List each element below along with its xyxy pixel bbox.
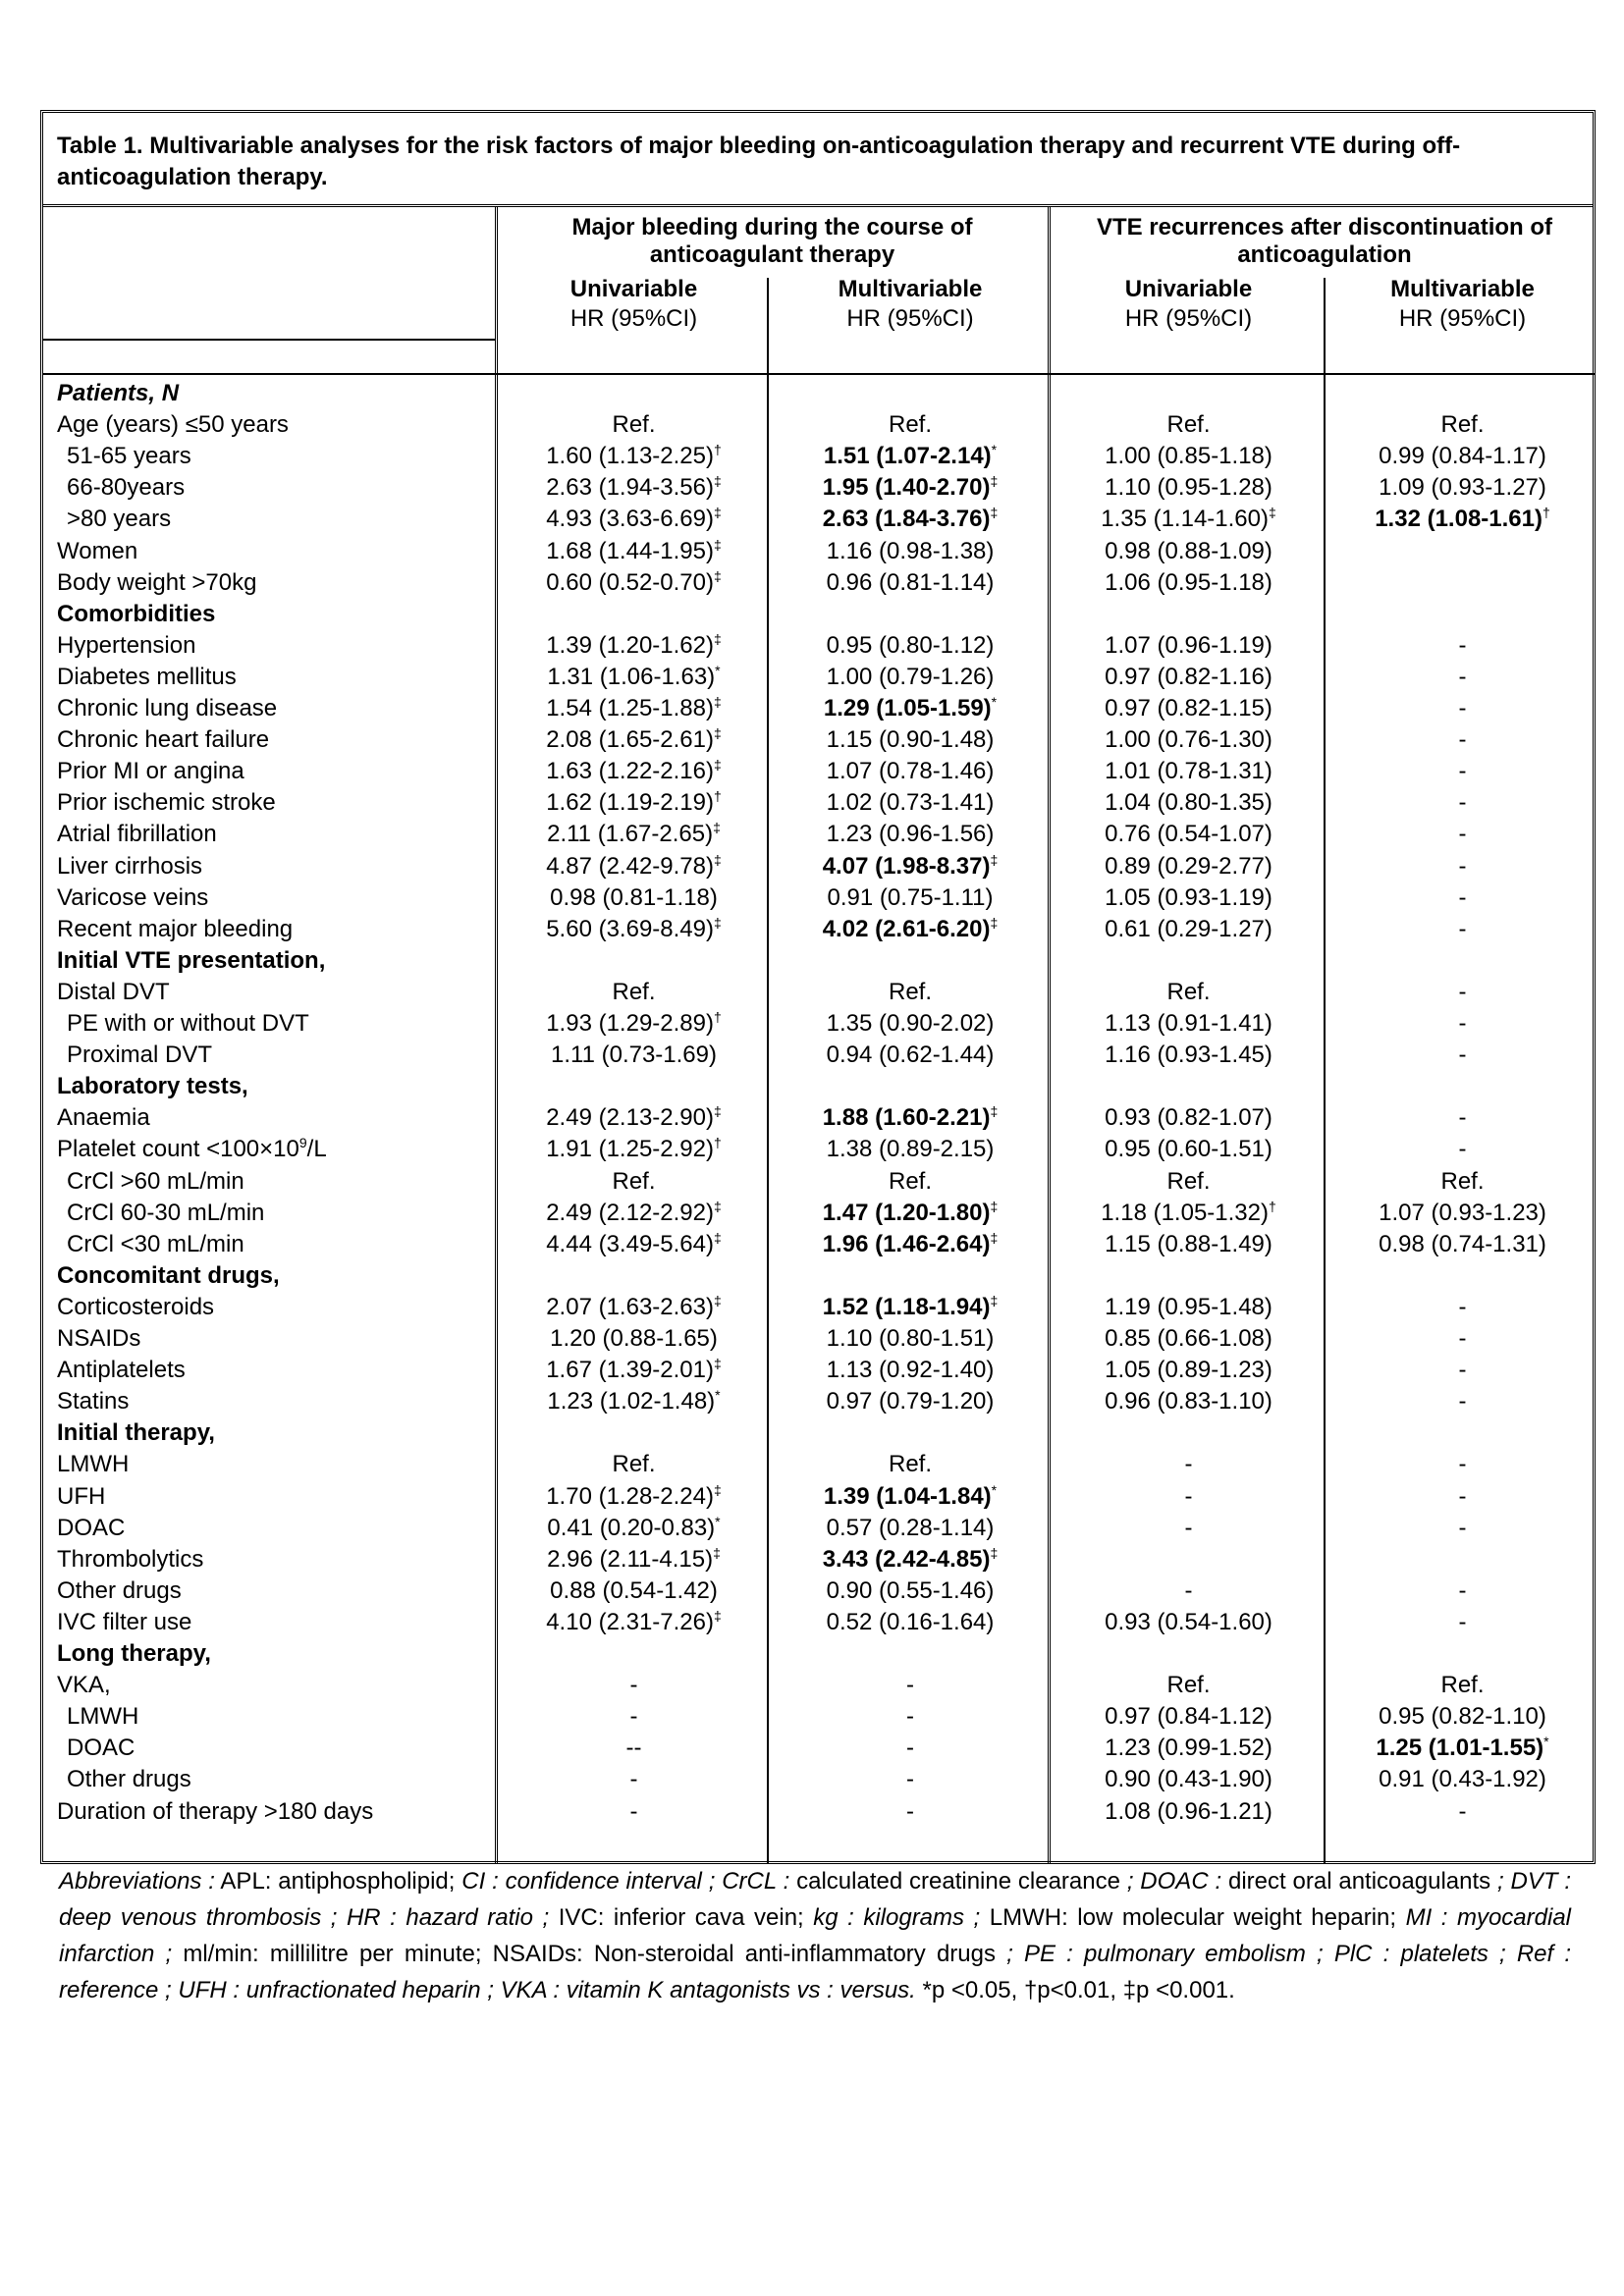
table-cell: - [1458,1451,1467,1478]
table-cell: - [1184,1482,1193,1510]
table-cell: 1.23 (1.02-1.48)* [547,1387,721,1415]
row-label: Concomitant drugs, [57,1261,280,1289]
table-cell: 1.52 (1.18-1.94)‡ [822,1292,999,1320]
table-cell: - [1184,1514,1193,1541]
table-cell: 1.68 (1.44-1.95)‡ [546,536,722,564]
table-cell: - [1458,663,1467,690]
row-label: Chronic heart failure [57,726,270,754]
table-cell: 1.23 (0.99-1.52) [1105,1735,1272,1762]
table-cell: 1.25 (1.01-1.55)* [1376,1734,1549,1762]
table-cell: 0.91 (0.43-1.92) [1379,1766,1546,1793]
table-cell: - [906,1797,914,1825]
table-cell: 0.95 (0.60-1.51) [1105,1136,1272,1163]
table-cell: 1.07 (0.96-1.19) [1105,631,1272,659]
results-table [40,110,1596,1864]
table-cell: 0.93 (0.82-1.07) [1105,1104,1272,1132]
table-cell: 0.98 (0.74-1.31) [1379,1230,1546,1257]
table-cell: 1.19 (0.95-1.48) [1105,1293,1272,1320]
table-cell: 1.10 (0.95-1.28) [1105,474,1272,502]
table-cell: - [1458,631,1467,659]
table-cell: 1.05 (0.89-1.23) [1105,1357,1272,1384]
group-header-vte-recurrence: VTE recurrences after discontinuation of anticoagulation [1096,214,1553,268]
table-cell: 1.01 (0.78-1.31) [1105,758,1272,785]
table-cell: 1.15 (0.90-1.48) [826,726,995,754]
header-rule [43,339,495,341]
row-label: Antiplatelets [57,1357,186,1384]
table-cell: 0.96 (0.81-1.14) [826,568,995,596]
table-cell: 0.97 (0.79-1.20) [826,1388,995,1415]
row-label: Diabetes mellitus [57,663,237,690]
table-cell: Ref. [612,978,656,1005]
table-cell: 1.16 (0.93-1.45) [1105,1041,1272,1069]
table-cell: 1.07 (0.78-1.46) [826,758,995,785]
table-cell: 1.62 (1.19-2.19)† [546,788,722,817]
table-cell: 0.97 (0.82-1.15) [1105,695,1272,721]
row-label: Varicose veins [57,883,209,911]
column-subheader: HR (95%CI) [1124,305,1253,332]
table-cell: 1.04 (0.80-1.35) [1105,789,1272,817]
row-label: Atrial fibrillation [57,821,217,848]
row-label: NSAIDs [57,1325,141,1352]
table-cell: 3.43 (2.42-4.85)‡ [822,1544,999,1573]
row-label: UFH [57,1482,106,1510]
table-cell: - [1458,1357,1467,1384]
table-cell: Ref. [1166,1167,1211,1195]
table-cell: 1.13 (0.91-1.41) [1105,1010,1272,1037]
table-cell: 0.61 (0.29-1.27) [1105,915,1272,942]
table-cell: - [1458,978,1467,1005]
row-label: LMWH [57,1451,130,1478]
row-label: Initial VTE presentation, [57,946,326,974]
table-cell: 2.63 (1.84-3.76)‡ [822,505,999,533]
table-cell: 0.88 (0.54-1.42) [550,1576,718,1604]
table-cell: 2.49 (2.13-2.90)‡ [546,1103,722,1132]
table-cell: 1.15 (0.88-1.49) [1105,1230,1272,1257]
abbreviations-footnote: Abbreviations : APL: antiphospholipid; CI : confidence interval ; CrCL : calculated creatinine clearance ; DOAC : direct oral anticoagulants ; DVT : deep venous thrombosis ; HR : hazard ratio ; IVC: inferior cava vein; kg : kilograms ; LMWH: low molecular weight heparin; MI : myocardial infarction ; ml/min: millilitre per minute; NSAIDs: Non-steroidal anti-inflammatory drugs ; PE : pulmonary embolism ; PlC : platelets ; Ref : reference ; UFH : unfractionated heparin ; VKA : vitamin K antagonists vs : versus. *p <0.05, †p<0.01, ‡p <0.001. [59,1868,1572,2003]
table-cell: 4.93 (3.63-6.69)‡ [546,505,722,533]
table-cell: 1.23 (0.96-1.56) [826,821,995,848]
table-cell: 0.97 (0.82-1.16) [1105,663,1272,690]
table-cell: Ref. [1166,1672,1211,1699]
table-cell: 4.07 (1.98-8.37)‡ [822,851,999,880]
column-subheader: HR (95%CI) [846,305,974,332]
table-cell: 2.07 (1.63-2.63)‡ [546,1292,722,1320]
table-cell: - [1458,758,1467,785]
table-cell: - [1458,726,1467,754]
table-cell: 0.57 (0.28-1.14) [826,1514,995,1541]
table-cell: Ref. [612,1451,656,1478]
table-cell: - [1458,695,1467,721]
row-label: Other drugs [67,1766,191,1793]
table-cell: - [906,1766,914,1793]
row-label: Anaemia [57,1104,150,1132]
table-cell: 1.07 (0.93-1.23) [1379,1199,1546,1226]
table-cell: 0.76 (0.54-1.07) [1105,821,1272,848]
table-cell: 4.02 (2.61-6.20)‡ [822,914,999,942]
table-cell: 5.60 (3.69-8.49)‡ [546,914,722,942]
table-cell: 1.54 (1.25-1.88)‡ [546,694,722,721]
table-cell: 0.99 (0.84-1.17) [1379,443,1546,470]
table-cell: 2.96 (2.11-4.15)‡ [547,1544,721,1573]
row-label: DOAC [57,1514,126,1541]
table-cell: 1.09 (0.93-1.27) [1379,474,1546,502]
table-cell: - [1458,1514,1467,1541]
row-label: Proximal DVT [67,1041,213,1069]
table-title: Table 1. Multivariable analyses for the risk factors of major bleeding on-anticoagulation therapy and recurrent VTE during off-anticoagulation therapy. [43,113,1593,207]
row-label: Recent major bleeding [57,915,294,942]
row-label: Age (years) ≤50 years [57,411,289,439]
table-cell: 1.02 (0.73-1.41) [826,789,995,817]
row-label: Statins [57,1388,130,1415]
table-cell: 0.95 (0.80-1.12) [826,631,995,659]
table-cell: - [1458,1136,1467,1163]
table-cell: 1.35 (1.14-1.60)‡ [1101,505,1276,533]
table-cell: 1.95 (1.40-2.70)‡ [822,473,999,502]
table-cell: - [1458,1010,1467,1037]
row-label: LMWH [67,1703,139,1731]
row-label: IVC filter use [57,1608,192,1635]
table-cell: 0.97 (0.84-1.12) [1105,1703,1272,1731]
row-label: PE with or without DVT [67,1010,309,1037]
table-cell: - [1458,1104,1467,1132]
table-cell: 1.16 (0.98-1.38) [826,537,995,564]
table-cell: - [1458,1482,1467,1510]
table-cell: Ref. [888,1451,932,1478]
table-cell: 0.93 (0.54-1.60) [1105,1608,1272,1635]
table-cell: 1.67 (1.39-2.01)‡ [546,1356,722,1384]
table-cell: 0.95 (0.82-1.10) [1379,1703,1546,1731]
row-label: Laboratory tests, [57,1073,248,1100]
table-cell: 0.91 (0.75-1.11) [827,883,994,911]
table-cell: Ref. [888,978,932,1005]
table-cell: 1.60 (1.13-2.25)† [546,442,722,470]
table-cell: 1.18 (1.05-1.32)† [1101,1198,1276,1226]
table-cell: 1.93 (1.29-2.89)† [546,1009,722,1037]
table-cell: 4.87 (2.42-9.78)‡ [546,851,722,880]
table-cell: 1.63 (1.22-2.16)‡ [546,757,722,785]
table-cell: 0.98 (0.81-1.18) [550,883,718,911]
table-cell: Ref. [1440,1672,1485,1699]
table-cell: 0.90 (0.55-1.46) [826,1576,995,1604]
table-cell: - [1458,1797,1467,1825]
table-cell: 2.49 (2.12-2.92)‡ [546,1198,722,1226]
table-cell: - [1458,1293,1467,1320]
row-label: Duration of therapy >180 days [57,1797,374,1825]
table-cell: - [906,1672,914,1699]
row-label: Liver cirrhosis [57,852,203,880]
row-label: CrCl >60 mL/min [67,1167,244,1195]
column-subheader: HR (95%CI) [569,305,698,332]
row-label: >80 years [67,506,172,533]
row-label: VKA, [57,1672,111,1699]
table-cell: 1.39 (1.04-1.84)* [823,1481,998,1510]
table-cell: 1.29 (1.05-1.59)* [823,694,998,721]
table-cell: 1.51 (1.07-2.14)* [823,442,998,470]
table-cell: 0.52 (0.16-1.64) [826,1608,995,1635]
row-label: Hypertension [57,631,196,659]
table-cell: 1.08 (0.96-1.21) [1105,1797,1272,1825]
table-cell: 0.89 (0.29-2.77) [1105,852,1272,880]
table-cell: 1.70 (1.28-2.24)‡ [546,1481,722,1510]
table-cell: - [1458,1325,1467,1352]
table-cell: - [629,1703,638,1731]
table-cell: - [629,1766,638,1793]
table-cell: 1.00 (0.85-1.18) [1105,443,1272,470]
table-cell: -- [625,1735,642,1762]
row-label: Other drugs [57,1576,182,1604]
table-cell: Ref. [888,1167,932,1195]
table-cell: 0.90 (0.43-1.90) [1105,1766,1272,1793]
table-cell: 0.41 (0.20-0.83)* [547,1513,721,1541]
row-label: 66-80years [67,474,186,502]
row-label: Initial therapy, [57,1419,215,1447]
column-header: Multivariable [838,276,983,302]
row-label: Distal DVT [57,978,170,1005]
row-label: CrCl 60-30 mL/min [67,1199,265,1226]
table-cell: - [1458,1388,1467,1415]
header-rule [43,373,1596,375]
table-cell: - [1458,1576,1467,1604]
table-cell: 1.91 (1.25-2.92)† [546,1135,722,1163]
table-cell: Ref. [612,1167,656,1195]
table-cell: - [1184,1451,1193,1478]
table-cell: 1.47 (1.20-1.80)‡ [822,1198,999,1226]
table-cell: 1.10 (0.80-1.51) [826,1325,995,1352]
table-cell: 0.85 (0.66-1.08) [1105,1325,1272,1352]
table-cell: 1.06 (0.95-1.18) [1105,568,1272,596]
row-label: Corticosteroids [57,1293,215,1320]
column-header: Univariable [1124,276,1253,302]
table-cell: - [629,1797,638,1825]
table-cell: 1.38 (0.89-2.15) [826,1136,995,1163]
column-subheader: HR (95%CI) [1398,305,1527,332]
table-cell: 1.35 (0.90-2.02) [826,1010,995,1037]
table-cell: 2.63 (1.94-3.56)‡ [546,473,722,502]
row-label: Platelet count $<100\times 10^9/L$ [57,1135,327,1163]
table-cell: - [1458,915,1467,942]
row-label: 51-65 years [67,443,191,470]
table-cell: - [1184,1576,1193,1604]
table-cell: Ref. [1440,411,1485,439]
column-header: Multivariable [1390,276,1535,302]
table-cell: - [1458,883,1467,911]
table-cell: - [1458,1608,1467,1635]
table-cell: - [1458,1041,1467,1069]
table-cell: 1.32 (1.08-1.61)† [1375,505,1550,533]
row-label: Prior ischemic stroke [57,789,276,817]
row-label: CrCl <30 mL/min [67,1230,244,1257]
table-cell: - [906,1735,914,1762]
row-label: Patients, N [57,380,180,406]
table-cell: - [906,1703,914,1731]
table-cell: 1.39 (1.20-1.62)‡ [546,630,722,659]
table-cell: 1.00 (0.79-1.26) [826,663,995,690]
table-cell: Ref. [1166,411,1211,439]
row-label: Prior MI or angina [57,758,244,785]
table-cell: - [1458,852,1467,880]
table-cell: - [1458,789,1467,817]
table-cell: 0.94 (0.62-1.44) [826,1041,995,1069]
table-cell: 1.00 (0.76-1.30) [1105,726,1272,754]
table-cell: 1.88 (1.60-2.21)‡ [822,1103,999,1132]
row-label: Thrombolytics [57,1545,204,1573]
table-cell: 0.60 (0.52-0.70)‡ [546,567,722,596]
table-cell: 4.44 (3.49-5.64)‡ [546,1229,722,1257]
table-cell: 4.10 (2.31-7.26)‡ [546,1607,722,1635]
table-cell: - [1458,821,1467,848]
row-label: Women [57,537,138,564]
row-label: Comorbidities [57,600,216,627]
table-cell: Ref. [1440,1167,1485,1195]
row-label: Body weight >70kg [57,568,257,596]
row-label: DOAC [67,1735,135,1762]
table-cell: Ref. [612,411,656,439]
table-cell: 1.96 (1.46-2.64)‡ [822,1229,999,1257]
table-cell: 2.08 (1.65-2.61)‡ [546,725,722,754]
table-cell: 1.05 (0.93-1.19) [1105,883,1272,911]
table-cell: 1.20 (0.88-1.65) [550,1325,718,1352]
group-header-major-bleeding: Major bleeding during the course of anticoagulant therapy [571,214,973,268]
table-cell: Ref. [1166,978,1211,1005]
table-cell: 2.11 (1.67-2.65)‡ [547,820,721,848]
table-cell: - [629,1672,638,1699]
table-cell: 0.96 (0.83-1.10) [1105,1388,1272,1415]
row-label: Long therapy, [57,1640,211,1667]
table-cell: 1.13 (0.92-1.40) [826,1357,995,1384]
row-label: Chronic lung disease [57,695,278,721]
table-cell: 0.98 (0.88-1.09) [1105,537,1272,564]
table-cell: Ref. [888,411,932,439]
column-header: Univariable [569,276,698,302]
table-cell: 1.31 (1.06-1.63)* [547,662,721,690]
table-cell: 1.11 (0.73-1.69) [551,1041,717,1069]
